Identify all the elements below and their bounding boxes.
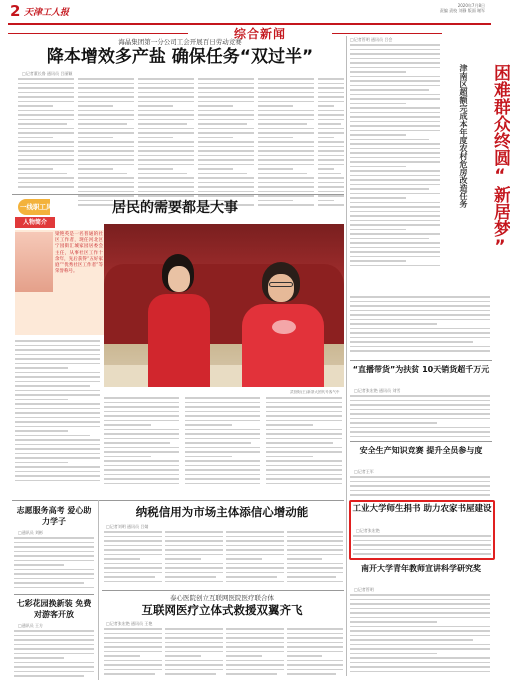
right-top-body-cont [350, 296, 490, 358]
photo-caption: 武营街(王)新茶大团代号客气中 [290, 390, 340, 394]
issue-date: 2020年7月8日 [457, 3, 485, 8]
person-profile [15, 230, 105, 335]
section-rule-left [8, 33, 188, 34]
newspaper-name: 天津工人报 [24, 8, 70, 18]
rule-right-2 [350, 441, 492, 442]
feature-photo [104, 224, 344, 387]
mid-bottom-1-col-3 [226, 531, 284, 585]
right-safety-headline: 安全生产知识竞赛 提升全员参与度 [359, 446, 483, 455]
right-safety-body [350, 476, 490, 498]
mid-bottom-2-byline: □记者张宏艳 通讯员 王艳 [106, 621, 153, 626]
feature-body-col-2 [104, 397, 179, 495]
feature-body-col-4 [266, 397, 342, 495]
editor-credits: 责编 责校 刘静 版面 谢军 [439, 8, 485, 13]
left-bottom-1-body [14, 537, 94, 593]
feature-headline: 居民的需要都是大事 [112, 200, 238, 216]
highlight-body [353, 535, 491, 557]
mid-bottom-2-kicker: 泰心医院创立互联网医院医疗联合体 [170, 594, 274, 602]
mid-bottom-2-col-1 [104, 628, 162, 680]
rule-feature-top [12, 194, 344, 195]
section-title: 综合新闻 [233, 27, 286, 41]
rule-left-bottom [14, 594, 94, 595]
lower-divider [98, 500, 99, 680]
right-safety-byline: □记者王军 [354, 469, 374, 474]
lead-headline: 降本增效多产盐 确保任务“双过半” [46, 47, 314, 67]
right-mid-headline: “直播带货”为扶贫 10天销货超千万元 [352, 365, 490, 374]
left-bottom-2-headline: 七彩花园换新装 免费对游客开放 [16, 599, 92, 619]
lead-byline: □记者董长鲁 通讯员 吕丽颖 [22, 71, 73, 76]
lead-kicker: 海晶集团第一分公司工会开展百日劳动竞赛 [118, 38, 242, 46]
mid-bottom-2-col-4 [287, 628, 343, 680]
right-bottom-byline: □记者管明 [354, 587, 374, 592]
lead-body-col-1 [18, 78, 74, 200]
feature-tag [18, 199, 90, 215]
feature-body-left [15, 340, 100, 500]
left-bottom-1-byline: □通讯员 刘彬 [18, 530, 44, 535]
page-number: 2 [10, 2, 21, 20]
rule-lower [12, 500, 344, 501]
person-profile-label: 人物简介 [15, 217, 55, 228]
photo-resident [242, 262, 324, 387]
mid-bottom-2-col-3 [226, 628, 284, 680]
right-top-byline: □记者管明 通讯员 吕会 [350, 37, 393, 42]
mid-bottom-1-col-2 [165, 531, 223, 585]
mid-bottom-1-col-4 [287, 531, 343, 585]
feature-body-col-3 [185, 397, 260, 495]
right-bottom-body [350, 594, 490, 678]
right-column-kicker: 津南区超额完成本年度农村危房改造任务 [459, 64, 468, 208]
mid-bottom-2-col-2 [165, 628, 223, 680]
right-mid-body [350, 395, 490, 440]
person-photo [15, 232, 53, 292]
section-rule-right [332, 33, 442, 34]
mid-bottom-2-headline: 互联网医疗立体式救援双翼齐飞 [141, 603, 303, 617]
column-divider [346, 36, 347, 676]
photo-volunteer [144, 254, 214, 387]
header-date [440, 3, 485, 13]
person-profile-text: 梁艳英是一名普通的社区工作者，现任河北区宁园街汇城家园居委会主任，从事社区工作十余年，先后获得“五好家庭”“优秀社区工作者”等荣誉称号。 [55, 232, 103, 275]
mid-bottom-1-headline: 纳税信用为市场主体添信心增动能 [135, 505, 309, 519]
left-bottom-1-headline: 志愿服务高考 爱心助力学子 [16, 506, 92, 526]
right-top-body [350, 44, 440, 294]
mid-bottom-1-byline: □记者刘明 通讯员 吕婧 [106, 524, 149, 529]
highlight-headline: 工业大学师生捐书 助力农家书屋建设 [352, 504, 492, 514]
feature-tag-text: 一线职工风采 [20, 203, 59, 211]
highlight-byline: □记者张宏艳 [356, 528, 380, 533]
left-bottom-2-body [14, 630, 94, 680]
mid-bottom-1-col-1 [104, 531, 162, 585]
left-bottom-2-byline: □通讯员 王方 [18, 623, 44, 628]
right-column-headline: 困难群众终圆“新居梦” [490, 64, 510, 257]
right-mid-byline: □记者张宏艳 通讯员 刘雪 [354, 388, 401, 393]
right-column-title-block [446, 64, 510, 294]
rule-right-1 [350, 360, 492, 361]
right-bottom-headline: 南开大学青年教师宣讲科学研究奖 [361, 564, 481, 573]
rule-mid-bottom [102, 590, 344, 591]
